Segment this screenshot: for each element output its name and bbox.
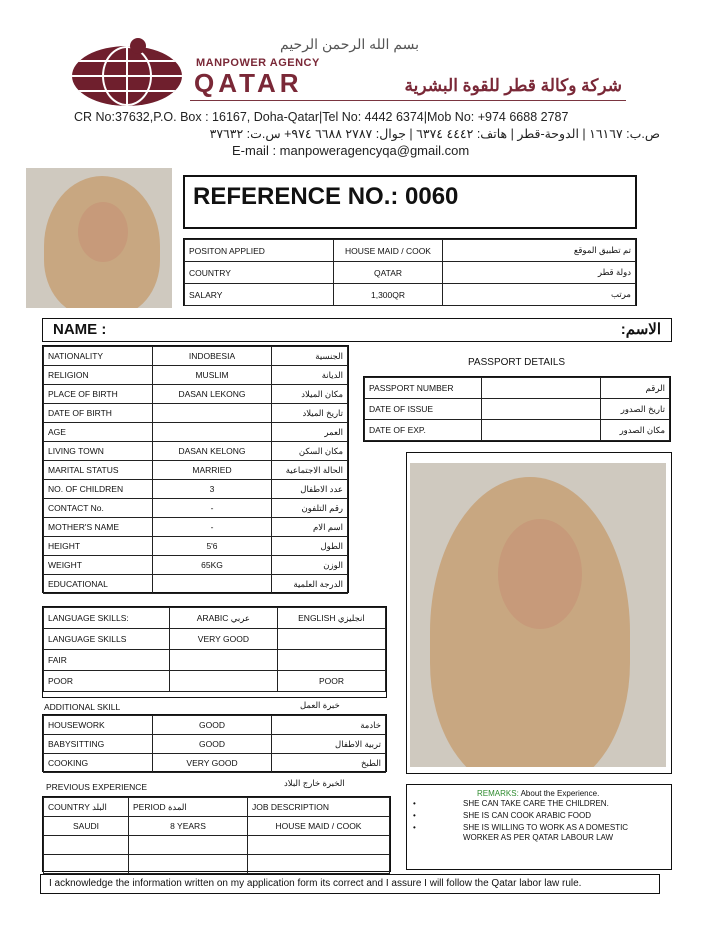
personal-value: 3 <box>153 480 272 499</box>
previous-row <box>44 836 390 855</box>
qatar-title: QATAR <box>194 68 303 98</box>
agency-label: MANPOWER AGENCY <box>196 57 320 69</box>
previous-cell <box>248 855 390 874</box>
personal-row <box>44 480 348 499</box>
personal-value: 65KG <box>153 556 272 575</box>
additional-label: BABYSITTING <box>44 735 153 754</box>
personal-value: 5'6 <box>153 537 272 556</box>
passport-title: PASSPORT DETAILS <box>468 357 566 368</box>
personal-arabic: الدرجة العلمية <box>272 575 348 594</box>
declaration-box <box>40 874 660 894</box>
additional-skill-arabic: خبرة العمل <box>300 700 340 710</box>
additional-arabic: تربية الاطفال <box>272 735 386 754</box>
language-cell: LANGUAGE SKILLS <box>44 629 170 650</box>
additional-label: HOUSEWORK <box>44 716 153 735</box>
language-row <box>44 629 386 650</box>
passport-value <box>482 378 601 399</box>
personal-label: LIVING TOWN <box>44 442 153 461</box>
previous-table <box>42 796 391 872</box>
personal-row <box>44 404 348 423</box>
personal-label: MOTHER'S NAME <box>44 518 153 537</box>
personal-label: HEIGHT <box>44 537 153 556</box>
personal-row <box>44 366 348 385</box>
personal-label: EDUCATIONAL <box>44 575 153 594</box>
personal-value <box>153 404 272 423</box>
personal-row <box>44 518 348 537</box>
language-header-cell: LANGUAGE SKILLS: <box>44 608 170 629</box>
position-label: POSITON APPLIED <box>185 240 334 262</box>
passport-row <box>365 420 670 441</box>
personal-label: DATE OF BIRTH <box>44 404 153 423</box>
personal-arabic: عدد الاطفال <box>272 480 348 499</box>
reference-box <box>183 175 637 229</box>
remarks-bullet-2: • <box>413 811 416 820</box>
previous-row <box>44 855 390 874</box>
previous-cell <box>44 836 129 855</box>
contact-line-en: CR No:37632,P.O. Box : 16167, Doha-Qatar|Tel No: 4442 6374|Mob No: +974 6688 2787 <box>74 110 569 124</box>
passport-value <box>482 399 601 420</box>
previous-experience-label: PREVIOUS EXPERIENCE <box>46 782 148 792</box>
personal-arabic: تاريخ الميلاد <box>272 404 348 423</box>
remarks-line-1: SHE CAN TAKE CARE THE CHILDREN. <box>463 799 609 808</box>
personal-label: AGE <box>44 423 153 442</box>
logo-figure-icon <box>130 38 146 54</box>
previous-row <box>44 817 390 836</box>
personal-arabic: مكان السكن <box>272 442 348 461</box>
arabic-basmala: بسم الله الرحمن الرحيم <box>280 36 420 52</box>
personal-arabic: الوزن <box>272 556 348 575</box>
language-cell: POOR <box>44 671 170 692</box>
personal-value: - <box>153 518 272 537</box>
additional-value: VERY GOOD <box>153 754 272 773</box>
personal-label: NATIONALITY <box>44 347 153 366</box>
position-value: 1,300QR <box>334 284 443 306</box>
language-cell: POOR <box>277 671 385 692</box>
personal-arabic: اسم الام <box>272 518 348 537</box>
previous-header-row <box>44 798 390 817</box>
additional-row <box>44 735 386 754</box>
position-table <box>183 238 637 306</box>
personal-arabic: الطول <box>272 537 348 556</box>
passport-row <box>365 378 670 399</box>
language-cell: FAIR <box>44 650 170 671</box>
applicant-photo-small <box>26 168 172 308</box>
contact-line-ar: ص.ب: ١٦١٦٧ | الدوحة-قطر | هاتف: ٤٤٤٢ ٦٣٧٤ | جوال: ٢٧٨٧ ٦٦٨٨ ٩٧٤+ س.ت: ٣٧٦٣٢ <box>209 127 660 141</box>
additional-value: GOOD <box>153 735 272 754</box>
language-cell <box>169 650 277 671</box>
applicant-photo-large <box>410 463 666 767</box>
previous-cell <box>248 836 390 855</box>
position-label: SALARY <box>185 284 334 306</box>
email-line: E-mail : manpoweragencyqa@gmail.com <box>232 143 470 158</box>
position-arabic: مرتب <box>443 284 636 306</box>
personal-value <box>153 575 272 594</box>
name-bar <box>42 318 672 342</box>
language-table <box>42 606 387 698</box>
additional-row <box>44 754 386 773</box>
additional-skill-label: ADDITIONAL SKILL <box>44 702 121 712</box>
personal-row <box>44 537 348 556</box>
passport-label: PASSPORT NUMBER <box>365 378 482 399</box>
declaration-text: I acknowledge the information written on my application form its correct and I assure I will follow the Qatar labor law rule. <box>49 878 582 889</box>
position-value: QATAR <box>334 262 443 284</box>
reference-number: REFERENCE NO.: 0060 <box>193 183 459 210</box>
personal-value: MARRIED <box>153 461 272 480</box>
additional-row <box>44 716 386 735</box>
personal-label: MARITAL STATUS <box>44 461 153 480</box>
position-label: COUNTRY <box>185 262 334 284</box>
previous-cell <box>129 836 248 855</box>
personal-arabic: الحالة الاجتماعية <box>272 461 348 480</box>
previous-cell <box>129 855 248 874</box>
passport-arabic: الرقم <box>601 378 670 399</box>
name-label-arabic: الاسم: <box>620 321 661 338</box>
personal-row <box>44 575 348 594</box>
passport-table <box>363 376 671 442</box>
personal-arabic: الديانة <box>272 366 348 385</box>
personal-row <box>44 385 348 404</box>
name-label: NAME : <box>53 321 107 338</box>
personal-arabic: رقم التلفون <box>272 499 348 518</box>
position-row <box>185 240 636 262</box>
personal-arabic: الجنسية <box>272 347 348 366</box>
language-cell <box>169 671 277 692</box>
previous-header-cell: PERIOD المدة <box>129 798 248 817</box>
personal-label: PLACE OF BIRTH <box>44 385 153 404</box>
personal-value: DASAN LEKONG <box>153 385 272 404</box>
remarks-line-2: SHE IS CAN COOK ARABIC FOOD <box>463 811 592 820</box>
personal-label: NO. OF CHILDREN <box>44 480 153 499</box>
personal-row <box>44 461 348 480</box>
personal-row <box>44 499 348 518</box>
additional-label: COOKING <box>44 754 153 773</box>
remarks-title: REMARKS: <box>477 789 519 798</box>
previous-experience-arabic: الخبرة خارج البلاد <box>284 778 345 788</box>
additional-table <box>42 714 387 772</box>
photo-frame <box>406 452 672 774</box>
previous-cell <box>44 855 129 874</box>
remarks-box <box>406 784 672 870</box>
previous-cell: 8 YEARS <box>129 817 248 836</box>
passport-arabic: تاريخ الصدور <box>601 399 670 420</box>
personal-value: DASAN KELONG <box>153 442 272 461</box>
remarks-bullet-3: • <box>413 823 416 832</box>
position-arabic: تم تطبيق الموقع <box>443 240 636 262</box>
previous-header-cell: COUNTRY البلد <box>44 798 129 817</box>
position-value: HOUSE MAID / COOK <box>334 240 443 262</box>
language-header-row <box>44 608 386 629</box>
personal-value: - <box>153 499 272 518</box>
personal-row <box>44 442 348 461</box>
personal-value: MUSLIM <box>153 366 272 385</box>
position-row <box>185 284 636 306</box>
personal-label: CONTACT No. <box>44 499 153 518</box>
personal-row <box>44 556 348 575</box>
passport-label: DATE OF ISSUE <box>365 399 482 420</box>
personal-value: INDOBESIA <box>153 347 272 366</box>
passport-arabic: مكان الصدور <box>601 420 670 441</box>
personal-row <box>44 347 348 366</box>
passport-value <box>482 420 601 441</box>
language-cell <box>277 650 385 671</box>
previous-header-cell: JOB DESCRIPTION <box>248 798 390 817</box>
language-cell: VERY GOOD <box>169 629 277 650</box>
remarks-line-3: SHE IS WILLING TO WORK AS A DOMESTIC WORKER AS PER QATAR LABOUR LAW <box>463 823 629 842</box>
remarks-bullet-1: • <box>413 799 416 808</box>
passport-row <box>365 399 670 420</box>
passport-label: DATE OF EXP. <box>365 420 482 441</box>
language-header-cell: ARABIC عربي <box>169 608 277 629</box>
previous-cell: HOUSE MAID / COOK <box>248 817 390 836</box>
previous-cell: SAUDI <box>44 817 129 836</box>
remarks-subtitle: About the Experience. <box>520 789 600 798</box>
language-row <box>44 650 386 671</box>
additional-arabic: الطبخ <box>272 754 386 773</box>
personal-arabic: مكان الميلاد <box>272 385 348 404</box>
position-row <box>185 262 636 284</box>
position-arabic: دولة قطر <box>443 262 636 284</box>
additional-arabic: خادمة <box>272 716 386 735</box>
personal-row <box>44 423 348 442</box>
personal-arabic: العمر <box>272 423 348 442</box>
personal-label: RELIGION <box>44 366 153 385</box>
personal-value <box>153 423 272 442</box>
language-cell <box>277 629 385 650</box>
personal-label: WEIGHT <box>44 556 153 575</box>
arabic-company-name: شركة وكالة قطر للقوة البشرية <box>404 76 622 95</box>
additional-value: GOOD <box>153 716 272 735</box>
language-header-cell: ENGLISH انجليزي <box>277 608 385 629</box>
language-row <box>44 671 386 692</box>
globe-logo-icon <box>72 46 182 106</box>
personal-table <box>42 345 349 593</box>
